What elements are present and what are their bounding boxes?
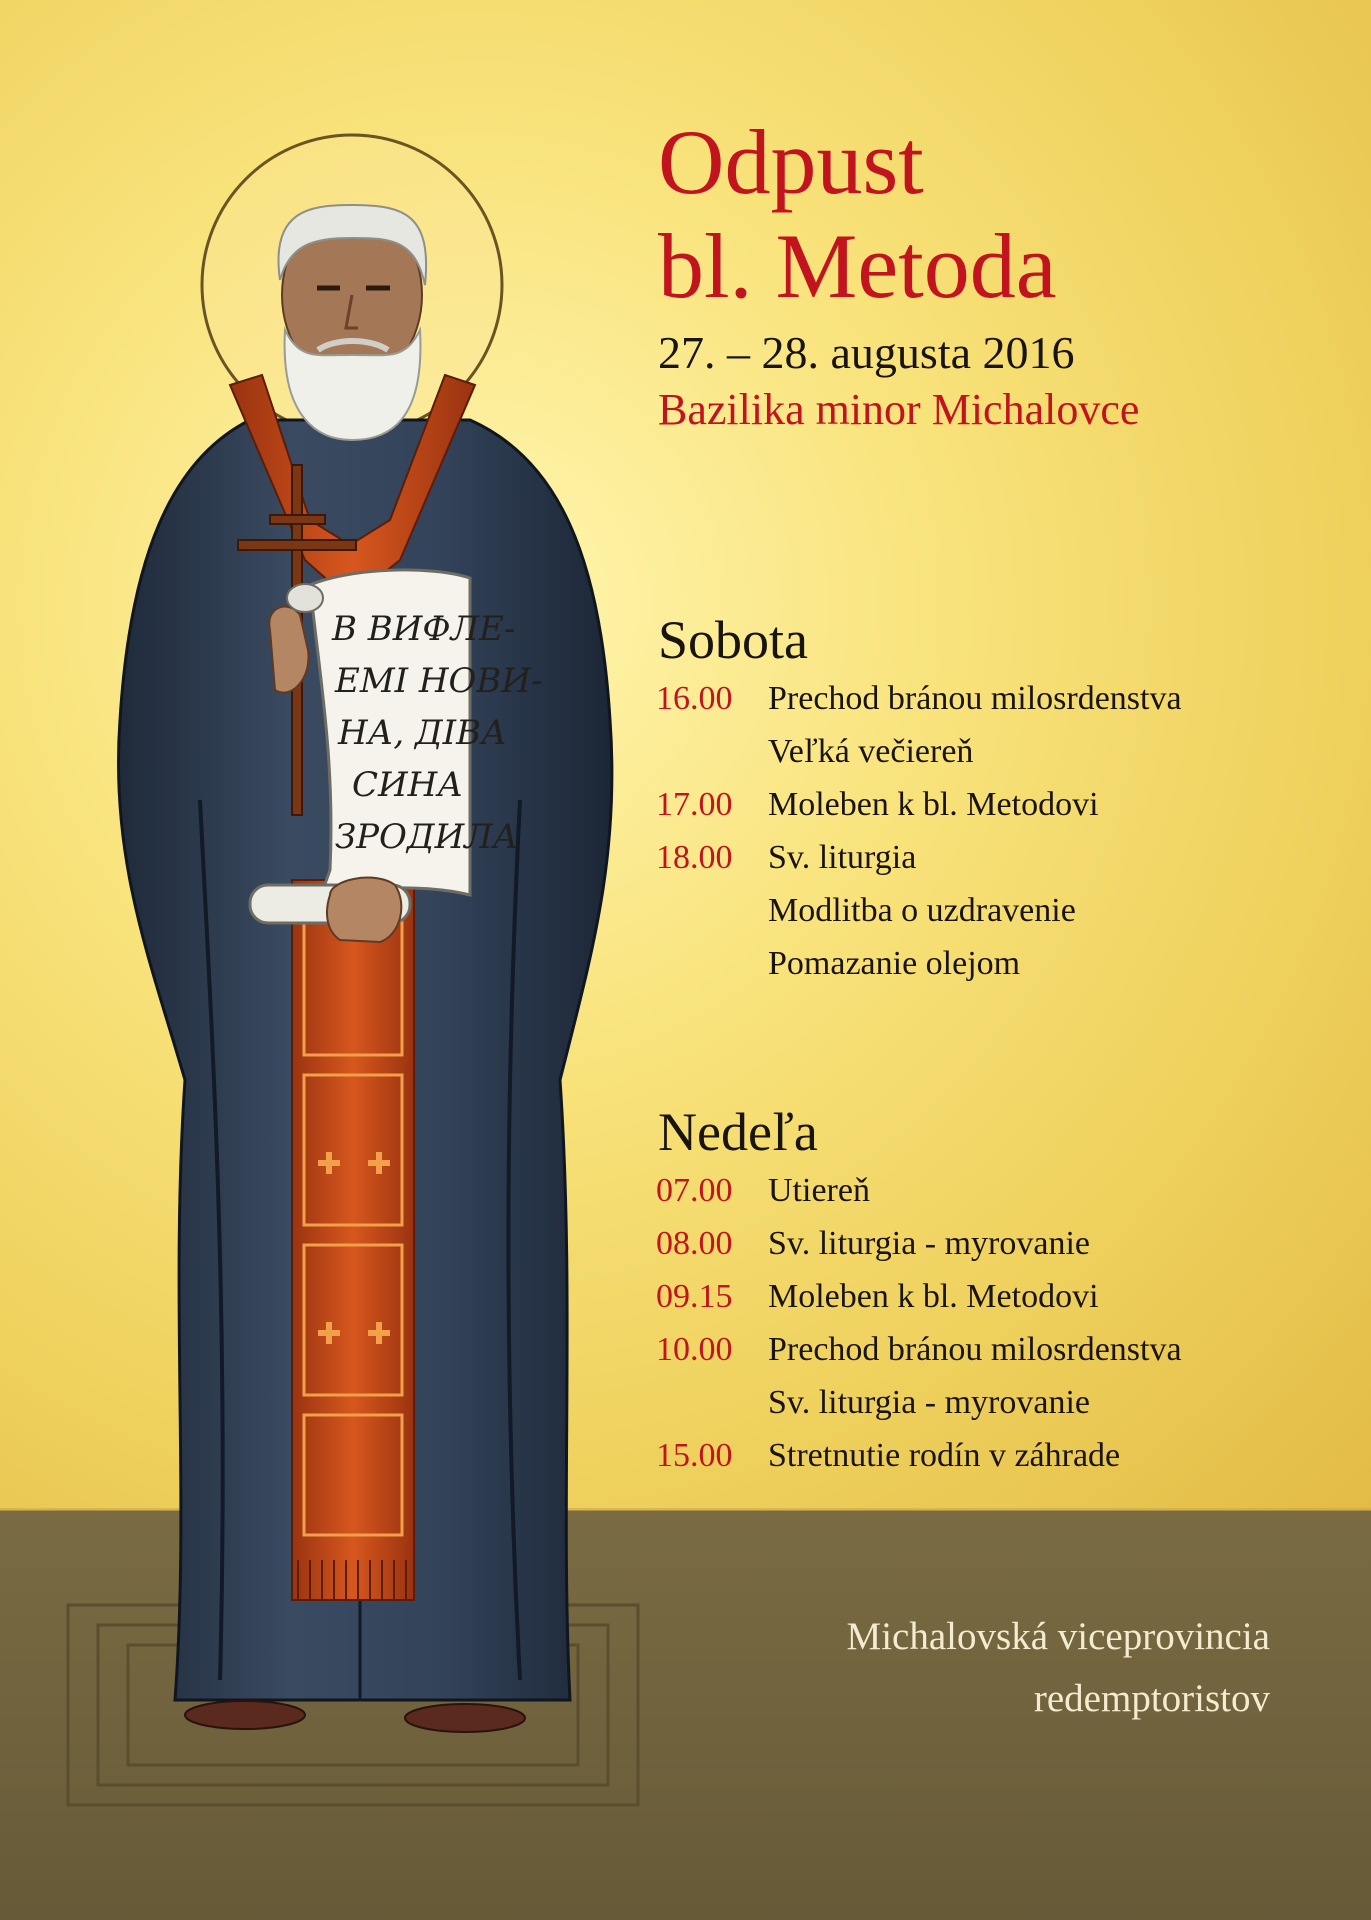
right-hand xyxy=(327,878,401,942)
schedule-row xyxy=(656,839,1356,892)
schedule-activity: Stretnutie rodín v záhrade xyxy=(768,1437,1121,1474)
schedule-time: 17.00 xyxy=(656,786,733,823)
schedule-row xyxy=(656,680,1356,733)
title-line-2: bl. Metoda xyxy=(658,215,1057,317)
schedule-row xyxy=(656,1331,1356,1384)
schedule-row xyxy=(656,1225,1356,1278)
sunday-schedule xyxy=(656,1172,1356,1490)
schedule-time: 09.15 xyxy=(656,1278,733,1315)
scroll-line-2: ЕМІ НОВИ- xyxy=(335,661,543,701)
left-foot xyxy=(185,1701,305,1729)
schedule-row xyxy=(656,945,1356,998)
organizer-footer xyxy=(700,1606,1270,1730)
scroll-line-4: СИНА xyxy=(352,765,464,805)
schedule-row xyxy=(656,892,1356,945)
schedule-activity: Sv. liturgia - myrovanie xyxy=(768,1225,1091,1262)
schedule-activity: Moleben k bl. Metodovi xyxy=(768,1278,1099,1315)
footer-line-1: Michalovská viceprovincia xyxy=(846,1615,1270,1658)
schedule-row xyxy=(656,733,1356,786)
scroll-line-1: В ВИФЛЕ- xyxy=(332,609,516,649)
saturday-heading: Sobota xyxy=(658,610,809,670)
event-venue: Bazilika minor Michalovce xyxy=(658,385,1140,434)
schedule-activity: Sv. liturgia - myrovanie xyxy=(768,1384,1091,1421)
right-foot xyxy=(405,1704,525,1732)
schedule-time: 18.00 xyxy=(656,839,733,876)
scroll-line-5: ЗРОДИЛА xyxy=(335,817,519,857)
schedule-activity: Prechod bránou milosrdenstva xyxy=(768,1331,1182,1368)
schedule-activity: Modlitba o uzdravenie xyxy=(768,892,1076,929)
footer-line-2: redemptoristov xyxy=(1033,1677,1270,1720)
schedule-time: 07.00 xyxy=(656,1172,733,1209)
schedule-time: 15.00 xyxy=(656,1437,733,1474)
schedule-activity: Moleben k bl. Metodovi xyxy=(768,786,1099,823)
schedule-activity: Prechod bránou milosrdenstva xyxy=(768,680,1182,717)
sunday-heading: Nedeľa xyxy=(658,1102,818,1162)
schedule-row xyxy=(656,1278,1356,1331)
schedule-activity: Utiereň xyxy=(768,1172,870,1209)
event-date: 27. – 28. augusta 2016 xyxy=(658,327,1075,378)
schedule-activity: Pomazanie olejom xyxy=(768,945,1021,982)
schedule-row xyxy=(656,1384,1356,1437)
schedule-activity: Veľká večiereň xyxy=(768,733,974,770)
schedule-time: 08.00 xyxy=(656,1225,733,1262)
schedule-activity: Sv. liturgia xyxy=(768,839,917,876)
title-block xyxy=(658,110,1348,438)
stole xyxy=(292,880,414,1600)
schedule-row xyxy=(656,786,1356,839)
title-line-1: Odpust xyxy=(658,111,924,213)
schedule-time: 10.00 xyxy=(656,1331,733,1368)
scroll-line-3: НА, ДІВА xyxy=(338,713,507,753)
schedule-row xyxy=(656,1437,1356,1490)
head xyxy=(278,205,426,440)
schedule-time: 16.00 xyxy=(656,680,733,717)
saint-icon xyxy=(0,0,680,1920)
saturday-schedule xyxy=(656,680,1356,998)
schedule-row xyxy=(656,1172,1356,1225)
